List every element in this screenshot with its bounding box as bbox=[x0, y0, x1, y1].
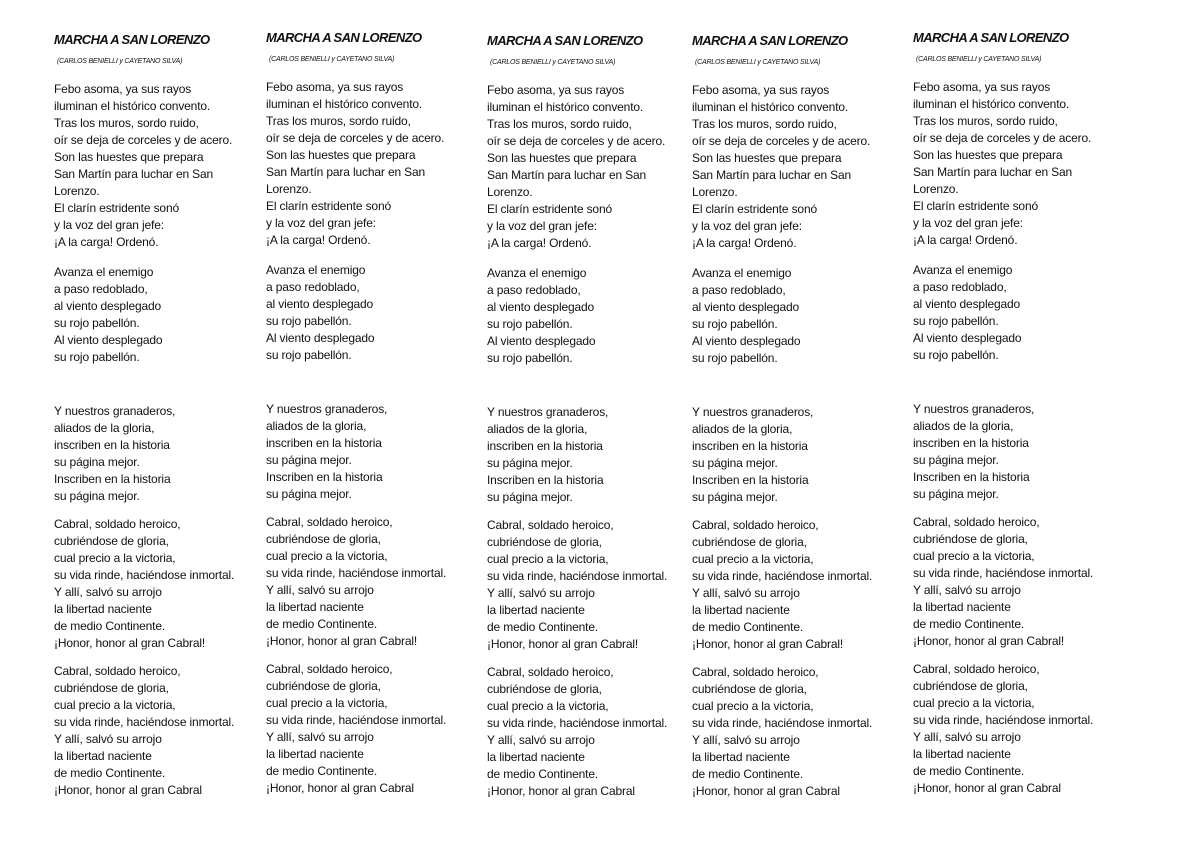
lyric-line: Febo asoma, ya sus rayos bbox=[692, 83, 830, 97]
lyric-line: su vida rinde, haciéndose inmortal. bbox=[487, 569, 668, 583]
lyric-line: iluminan el histórico convento. bbox=[913, 97, 1070, 111]
lyric-line: Y allí, salvó su arrojo bbox=[54, 732, 162, 746]
lyric-line: Al viento desplegado bbox=[913, 331, 1022, 345]
lyric-line: de medio Continente. bbox=[54, 766, 166, 780]
song-title: MARCHA A SAN LORENZO bbox=[913, 30, 1069, 45]
lyric-line: cubriéndose de gloria, bbox=[913, 532, 1028, 546]
lyric-line: ¡Honor, honor al gran Cabral bbox=[692, 784, 840, 798]
lyric-line: Cabral, soldado heroico, bbox=[913, 662, 1040, 676]
lyric-line: Al viento desplegado bbox=[692, 334, 801, 348]
lyric-line: Febo asoma, ya sus rayos bbox=[54, 82, 192, 96]
stanza-1 bbox=[913, 79, 1091, 249]
lyric-line: de medio Continente. bbox=[692, 767, 804, 781]
lyric-line: cubriéndose de gloria, bbox=[692, 682, 807, 696]
lyric-line: inscriben en la historia bbox=[54, 438, 170, 452]
lyric-line: la libertad naciente bbox=[266, 747, 364, 761]
lyric-line: Febo asoma, ya sus rayos bbox=[487, 83, 625, 97]
lyric-line: su rojo pabellón. bbox=[266, 348, 352, 362]
lyric-line: aliados de la gloria, bbox=[913, 419, 1014, 433]
lyric-line: de medio Continente. bbox=[54, 619, 166, 633]
lyric-line: inscriben en la historia bbox=[692, 439, 808, 453]
lyric-line: oír se deja de corceles y de acero. bbox=[692, 134, 871, 148]
lyric-line: y la voz del gran jefe: bbox=[913, 216, 1023, 230]
lyric-line: San Martín para luchar en San bbox=[266, 165, 426, 179]
lyric-line: su página mejor. bbox=[913, 487, 999, 501]
lyric-line: su rojo pabellón. bbox=[913, 348, 999, 362]
lyric-line: ¡Honor, honor al gran Cabral bbox=[54, 783, 202, 797]
lyric-line: oír se deja de corceles y de acero. bbox=[266, 131, 445, 145]
lyric-line: cual precio a la victoria, bbox=[913, 549, 1035, 563]
lyric-line: la libertad naciente bbox=[913, 600, 1011, 614]
lyric-line: Cabral, soldado heroico, bbox=[487, 665, 614, 679]
lyric-line: Avanza el enemigo bbox=[487, 266, 587, 280]
lyric-line: al viento desplegado bbox=[266, 297, 374, 311]
stanza-4 bbox=[266, 514, 446, 650]
lyric-line: ¡A la carga! Ordenó. bbox=[913, 233, 1018, 247]
lyric-line: su rojo pabellón. bbox=[692, 317, 778, 331]
lyric-line: Y nuestros granaderos, bbox=[266, 402, 388, 416]
lyric-line: y la voz del gran jefe: bbox=[266, 216, 376, 230]
lyric-line: Y nuestros granaderos, bbox=[692, 405, 814, 419]
lyric-line: su rojo pabellón. bbox=[487, 317, 573, 331]
stanza-3 bbox=[487, 404, 608, 506]
stanza-3 bbox=[913, 401, 1034, 503]
lyric-line: Y nuestros granaderos, bbox=[913, 402, 1035, 416]
lyric-line: su vida rinde, haciéndose inmortal. bbox=[54, 568, 235, 582]
lyric-line: cual precio a la victoria, bbox=[266, 549, 388, 563]
lyric-line: Lorenzo. bbox=[913, 182, 959, 196]
stanza-1 bbox=[692, 82, 870, 252]
stanza-5 bbox=[266, 661, 446, 797]
lyric-line: ¡Honor, honor al gran Cabral! bbox=[54, 636, 206, 650]
lyric-line: la libertad naciente bbox=[54, 602, 152, 616]
lyric-line: Febo asoma, ya sus rayos bbox=[913, 80, 1051, 94]
lyric-line: iluminan el histórico convento. bbox=[692, 100, 849, 114]
lyric-line: su página mejor. bbox=[692, 456, 778, 470]
lyric-line: su página mejor. bbox=[692, 490, 778, 504]
lyric-line: Avanza el enemigo bbox=[266, 263, 366, 277]
lyric-line: El clarín estridente sonó bbox=[913, 199, 1038, 213]
stanza-2 bbox=[913, 262, 1021, 364]
lyric-line: ¡A la carga! Ordenó. bbox=[692, 236, 797, 250]
lyric-line: de medio Continente. bbox=[266, 617, 378, 631]
lyric-line: Inscriben en la historia bbox=[266, 470, 383, 484]
lyric-line: oír se deja de corceles y de acero. bbox=[54, 133, 233, 147]
lyric-line: Y allí, salvó su arrojo bbox=[487, 586, 595, 600]
lyric-line: Inscriben en la historia bbox=[54, 472, 171, 486]
lyric-line: ¡A la carga! Ordenó. bbox=[54, 235, 159, 249]
lyric-line: ¡Honor, honor al gran Cabral bbox=[487, 784, 635, 798]
stanza-3 bbox=[692, 404, 813, 506]
lyric-line: cubriéndose de gloria, bbox=[487, 535, 602, 549]
lyric-line: cual precio a la victoria, bbox=[692, 699, 814, 713]
lyric-line: su página mejor. bbox=[487, 490, 573, 504]
lyric-line: y la voz del gran jefe: bbox=[487, 219, 597, 233]
lyric-line: San Martín para luchar en San bbox=[54, 167, 214, 181]
lyric-line: Cabral, soldado heroico, bbox=[913, 515, 1040, 529]
song-authors: (CARLOS BENIELLI y CAYETANO SILVA) bbox=[57, 58, 183, 65]
lyric-line: de medio Continente. bbox=[487, 767, 599, 781]
lyric-line: Inscriben en la historia bbox=[692, 473, 809, 487]
lyric-line: ¡Honor, honor al gran Cabral bbox=[266, 781, 414, 795]
lyric-line: Lorenzo. bbox=[266, 182, 312, 196]
lyric-line: su vida rinde, haciéndose inmortal. bbox=[913, 566, 1094, 580]
lyric-line: su vida rinde, haciéndose inmortal. bbox=[54, 715, 235, 729]
lyric-line: al viento desplegado bbox=[692, 300, 800, 314]
stanza-4 bbox=[487, 517, 667, 653]
lyric-line: Son las huestes que prepara bbox=[913, 148, 1063, 162]
lyric-line: su página mejor. bbox=[54, 455, 140, 469]
lyric-line: cual precio a la victoria, bbox=[692, 552, 814, 566]
lyric-line: la libertad naciente bbox=[692, 750, 790, 764]
lyric-line: oír se deja de corceles y de acero. bbox=[487, 134, 666, 148]
lyric-line: Lorenzo. bbox=[487, 185, 533, 199]
lyric-line: inscriben en la historia bbox=[487, 439, 603, 453]
lyric-line: El clarín estridente sonó bbox=[54, 201, 179, 215]
lyric-line: su rojo pabellón. bbox=[54, 350, 140, 364]
lyric-line: su página mejor. bbox=[913, 453, 999, 467]
song-title: MARCHA A SAN LORENZO bbox=[54, 32, 210, 47]
lyric-line: Y allí, salvó su arrojo bbox=[692, 586, 800, 600]
lyric-line: aliados de la gloria, bbox=[487, 422, 588, 436]
lyric-line: Y nuestros granaderos, bbox=[54, 404, 176, 418]
lyric-line: su vida rinde, haciéndose inmortal. bbox=[266, 566, 447, 580]
lyric-line: su rojo pabellón. bbox=[266, 314, 352, 328]
lyric-line: Son las huestes que prepara bbox=[54, 150, 204, 164]
lyric-line: su página mejor. bbox=[266, 453, 352, 467]
lyric-line: Cabral, soldado heroico, bbox=[54, 517, 181, 531]
lyric-line: Y allí, salvó su arrojo bbox=[913, 730, 1021, 744]
song-title: MARCHA A SAN LORENZO bbox=[692, 33, 848, 48]
lyric-line: y la voz del gran jefe: bbox=[54, 218, 164, 232]
lyric-line: su rojo pabellón. bbox=[692, 351, 778, 365]
lyric-line: El clarín estridente sonó bbox=[266, 199, 391, 213]
stanza-4 bbox=[54, 516, 234, 652]
lyric-line: Cabral, soldado heroico, bbox=[692, 665, 819, 679]
lyric-line: iluminan el histórico convento. bbox=[266, 97, 423, 111]
lyric-line: Lorenzo. bbox=[54, 184, 100, 198]
lyric-line: inscriben en la historia bbox=[913, 436, 1029, 450]
lyric-line: San Martín para luchar en San bbox=[913, 165, 1073, 179]
lyric-line: iluminan el histórico convento. bbox=[54, 99, 211, 113]
stanza-4 bbox=[692, 517, 872, 653]
lyric-line: ¡Honor, honor al gran Cabral! bbox=[692, 637, 844, 651]
lyric-line: de medio Continente. bbox=[913, 617, 1025, 631]
lyric-line: su vida rinde, haciéndose inmortal. bbox=[692, 716, 873, 730]
lyric-line: Y allí, salvó su arrojo bbox=[54, 585, 162, 599]
lyric-line: cubriéndose de gloria, bbox=[266, 679, 381, 693]
song-title: MARCHA A SAN LORENZO bbox=[487, 33, 643, 48]
lyric-line: Al viento desplegado bbox=[266, 331, 375, 345]
stanza-5 bbox=[54, 663, 234, 799]
lyric-line: Inscriben en la historia bbox=[913, 470, 1030, 484]
lyric-line: aliados de la gloria, bbox=[54, 421, 155, 435]
lyric-line: la libertad naciente bbox=[54, 749, 152, 763]
lyric-line: Y allí, salvó su arrojo bbox=[692, 733, 800, 747]
stanza-2 bbox=[692, 265, 800, 367]
lyric-line: su vida rinde, haciéndose inmortal. bbox=[266, 713, 447, 727]
lyric-line: su vida rinde, haciéndose inmortal. bbox=[487, 716, 668, 730]
lyric-line: cual precio a la victoria, bbox=[487, 699, 609, 713]
lyric-line: cubriéndose de gloria, bbox=[692, 535, 807, 549]
lyric-line: su rojo pabellón. bbox=[54, 316, 140, 330]
lyric-line: su vida rinde, haciéndose inmortal. bbox=[692, 569, 873, 583]
lyric-line: cubriéndose de gloria, bbox=[54, 681, 169, 695]
song-authors: (CARLOS BENIELLI y CAYETANO SILVA) bbox=[695, 59, 821, 66]
lyric-line: cual precio a la victoria, bbox=[487, 552, 609, 566]
lyric-line: Avanza el enemigo bbox=[692, 266, 792, 280]
lyric-line: ¡Honor, honor al gran Cabral! bbox=[487, 637, 639, 651]
lyric-line: y la voz del gran jefe: bbox=[692, 219, 802, 233]
lyric-line: San Martín para luchar en San bbox=[487, 168, 647, 182]
lyric-line: cubriéndose de gloria, bbox=[487, 682, 602, 696]
lyric-line: cual precio a la victoria, bbox=[913, 696, 1035, 710]
song-authors: (CARLOS BENIELLI y CAYETANO SILVA) bbox=[490, 59, 616, 66]
song-title: MARCHA A SAN LORENZO bbox=[266, 30, 422, 45]
lyric-line: Tras los muros, sordo ruido, bbox=[913, 114, 1058, 128]
lyric-line: Cabral, soldado heroico, bbox=[266, 515, 393, 529]
lyric-line: Tras los muros, sordo ruido, bbox=[487, 117, 632, 131]
lyric-line: su página mejor. bbox=[487, 456, 573, 470]
lyric-line: al viento desplegado bbox=[913, 297, 1021, 311]
lyric-line: la libertad naciente bbox=[487, 750, 585, 764]
lyric-line: la libertad naciente bbox=[692, 603, 790, 617]
stanza-2 bbox=[54, 264, 162, 366]
lyric-line: a paso redoblado, bbox=[266, 280, 360, 294]
lyric-line: aliados de la gloria, bbox=[266, 419, 367, 433]
song-authors: (CARLOS BENIELLI y CAYETANO SILVA) bbox=[916, 56, 1042, 63]
stanza-5 bbox=[487, 664, 667, 800]
lyric-line: su página mejor. bbox=[54, 489, 140, 503]
lyric-line: ¡Honor, honor al gran Cabral! bbox=[913, 634, 1065, 648]
stanza-1 bbox=[266, 79, 444, 249]
lyric-line: Cabral, soldado heroico, bbox=[692, 518, 819, 532]
lyric-line: a paso redoblado, bbox=[487, 283, 581, 297]
lyric-line: aliados de la gloria, bbox=[692, 422, 793, 436]
lyric-line: su página mejor. bbox=[266, 487, 352, 501]
lyric-line: inscriben en la historia bbox=[266, 436, 382, 450]
stanza-5 bbox=[913, 661, 1093, 797]
lyric-line: San Martín para luchar en San bbox=[692, 168, 852, 182]
lyric-line: cubriéndose de gloria, bbox=[54, 534, 169, 548]
lyric-line: cual precio a la victoria, bbox=[54, 551, 176, 565]
lyric-line: su rojo pabellón. bbox=[487, 351, 573, 365]
lyric-line: al viento desplegado bbox=[487, 300, 595, 314]
lyric-line: a paso redoblado, bbox=[692, 283, 786, 297]
lyric-line: la libertad naciente bbox=[913, 747, 1011, 761]
stanza-2 bbox=[487, 265, 595, 367]
lyric-line: de medio Continente. bbox=[487, 620, 599, 634]
lyric-line: al viento desplegado bbox=[54, 299, 162, 313]
lyric-line: Tras los muros, sordo ruido, bbox=[266, 114, 411, 128]
lyric-line: cual precio a la victoria, bbox=[266, 696, 388, 710]
lyric-line: oír se deja de corceles y de acero. bbox=[913, 131, 1092, 145]
lyric-line: la libertad naciente bbox=[266, 600, 364, 614]
lyric-line: Lorenzo. bbox=[692, 185, 738, 199]
lyric-line: ¡A la carga! Ordenó. bbox=[266, 233, 371, 247]
stanza-3 bbox=[266, 401, 387, 503]
lyric-line: la libertad naciente bbox=[487, 603, 585, 617]
stanza-5 bbox=[692, 664, 872, 800]
lyric-line: El clarín estridente sonó bbox=[487, 202, 612, 216]
lyric-line: cubriéndose de gloria, bbox=[266, 532, 381, 546]
lyric-line: a paso redoblado, bbox=[913, 280, 1007, 294]
stanza-4 bbox=[913, 514, 1093, 650]
lyric-line: de medio Continente. bbox=[266, 764, 378, 778]
lyric-line: de medio Continente. bbox=[913, 764, 1025, 778]
lyric-line: Cabral, soldado heroico, bbox=[266, 662, 393, 676]
lyric-line: Y allí, salvó su arrojo bbox=[487, 733, 595, 747]
stanza-2 bbox=[266, 262, 374, 364]
song-authors: (CARLOS BENIELLI y CAYETANO SILVA) bbox=[269, 56, 395, 63]
lyric-line: cual precio a la victoria, bbox=[54, 698, 176, 712]
lyric-line: Inscriben en la historia bbox=[487, 473, 604, 487]
lyric-line: su rojo pabellón. bbox=[913, 314, 999, 328]
lyric-line: Y allí, salvó su arrojo bbox=[266, 583, 374, 597]
lyric-line: su vida rinde, haciéndose inmortal. bbox=[913, 713, 1094, 727]
lyric-line: Al viento desplegado bbox=[54, 333, 163, 347]
lyric-line: Son las huestes que prepara bbox=[487, 151, 637, 165]
stanza-1 bbox=[487, 82, 665, 252]
lyric-line: de medio Continente. bbox=[692, 620, 804, 634]
lyric-line: Y allí, salvó su arrojo bbox=[913, 583, 1021, 597]
lyric-line: Avanza el enemigo bbox=[913, 263, 1013, 277]
stanza-3 bbox=[54, 403, 175, 505]
lyric-line: Tras los muros, sordo ruido, bbox=[692, 117, 837, 131]
lyric-line: Tras los muros, sordo ruido, bbox=[54, 116, 199, 130]
lyric-line: iluminan el histórico convento. bbox=[487, 100, 644, 114]
lyric-line: cubriéndose de gloria, bbox=[913, 679, 1028, 693]
lyric-line: Son las huestes que prepara bbox=[266, 148, 416, 162]
lyric-line: Cabral, soldado heroico, bbox=[54, 664, 181, 678]
lyric-line: a paso redoblado, bbox=[54, 282, 148, 296]
lyric-line: ¡Honor, honor al gran Cabral! bbox=[266, 634, 418, 648]
lyric-line: Febo asoma, ya sus rayos bbox=[266, 80, 404, 94]
lyric-line: Al viento desplegado bbox=[487, 334, 596, 348]
lyric-line: Avanza el enemigo bbox=[54, 265, 154, 279]
lyric-line: ¡Honor, honor al gran Cabral bbox=[913, 781, 1061, 795]
lyric-line: Son las huestes que prepara bbox=[692, 151, 842, 165]
stanza-1 bbox=[54, 81, 232, 251]
lyric-line: Y allí, salvó su arrojo bbox=[266, 730, 374, 744]
lyric-line: Cabral, soldado heroico, bbox=[487, 518, 614, 532]
lyric-line: El clarín estridente sonó bbox=[692, 202, 817, 216]
lyric-line: Y nuestros granaderos, bbox=[487, 405, 609, 419]
lyric-line: ¡A la carga! Ordenó. bbox=[487, 236, 592, 250]
